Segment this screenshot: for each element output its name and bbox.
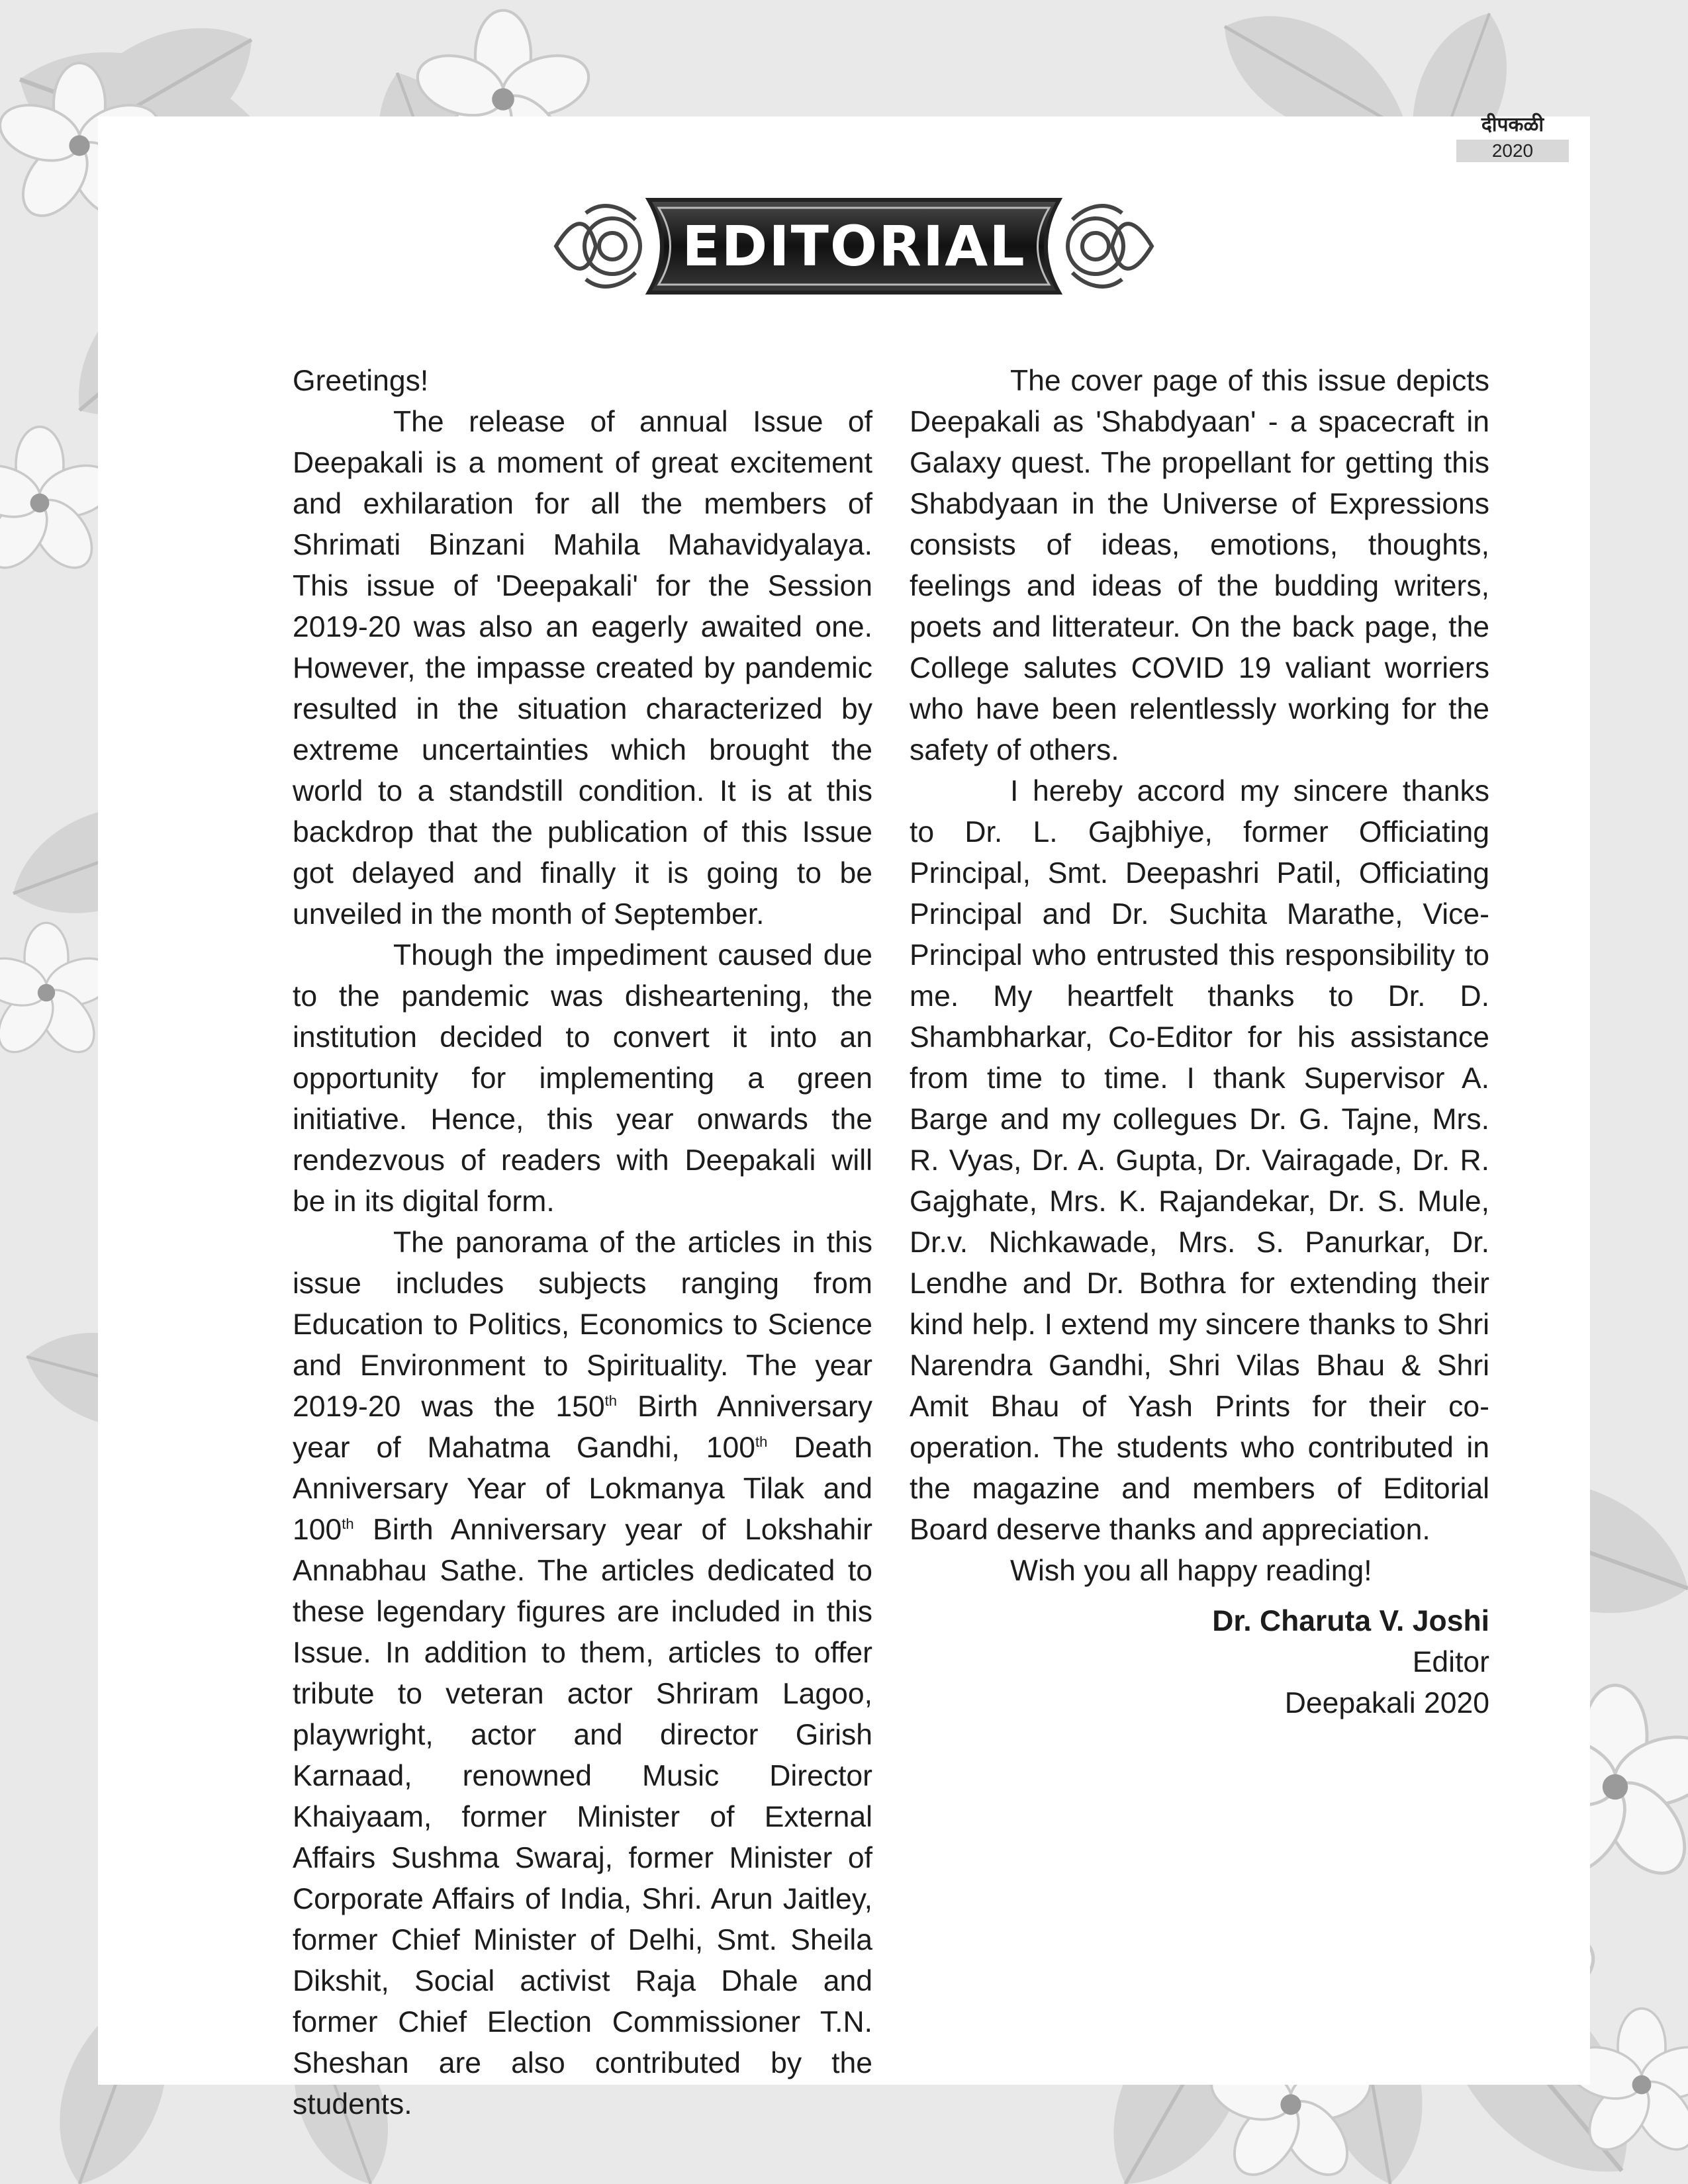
ordinal-suffix: th xyxy=(755,1433,768,1451)
greeting: Greetings! xyxy=(293,365,429,397)
paragraph: Though the impediment caused due to the pandemic was disheartening, the institution decided to convert it into an opportunity for implementing a green initiative. Hence, this year onwards the rendezvous of readers with Deepakali will be in its digital form. xyxy=(293,939,872,1218)
ordinal-suffix: th xyxy=(342,1516,354,1533)
signature-role: Editor xyxy=(1412,1646,1489,1678)
closing-line: Wish you all happy reading! xyxy=(1010,1555,1372,1587)
ordinal-suffix: th xyxy=(604,1392,617,1410)
magazine-header xyxy=(1456,110,1569,162)
paragraph: The release of annual Issue of Deepakali is a moment of great excitement and exhilaration for all the members of Shrimati Binzani Mahila Mahavidyalaya. This issue of 'Deepakali' for the Session 2019-20 was also an eagerly awaited one. However, the impasse created by pandemic resulted in the situation characterized by extreme uncertainties which brought the world to a standstill condition. It is at this backdrop that the publication of this Issue got delayed and finally it is going to be unveiled in the month of September. xyxy=(293,406,872,931)
paragraph: I hereby accord my sincere thanks to Dr. L. Gajbhiye, former Officiating Principal, Smt. Deepashri Patil, Officiating Principal and Dr. Suchita Marathe, Vice-Principal who entrusted this responsibility to me. My heartfelt thanks to Dr. D. Shambharkar, Co-Editor for his assistance from time to time. I thank Supervisor A. Barge and my collegues Dr. G. Tajne, Mrs. R. Vyas, Dr. A. Gupta, Dr. Vairagade, Dr. R. Gajghate, Mrs. K. Rajandekar, Dr. S. Mule, Dr.v. Nichkawade, Mrs. S. Panurkar, Dr. Lendhe and Dr. Bothra for extending their kind help. I extend my sincere thanks to Shri Narendra Gandhi, Shri Vilas Bhau & Shri Amit Bhau of Yash Prints for their co-operation. The students who contributed in the magazine and members of Editorial Board deserve thanks and appreciation. xyxy=(910,775,1489,1546)
paragraph-text: Death Anniversary Year of Lokmanya Tilak and 100 xyxy=(293,1432,872,1546)
editorial-column-left xyxy=(293,361,872,2125)
paragraph xyxy=(293,1222,872,2125)
paragraph-text: The panorama of the articles in this issue includes subjects ranging from Education to Politics, Economics to Science and Environment to Spirituality. The year 2019-20 was the 150 xyxy=(293,1226,872,1423)
editorial-banner xyxy=(549,173,1158,319)
paragraph-text: Birth Anniversary year of Mahatma Gandhi, 100 xyxy=(293,1390,872,1464)
editorial-heading: EDITORIAL xyxy=(682,214,1026,279)
paragraph: The cover page of this issue depicts Deepakali as 'Shabdyaan' - a spacecraft in Galaxy quest. The propellant for getting this Shabdyaan in the Universe of Expressions consists of ideas, emotions, thoughts, feelings and ideas of the budding writers, poets and litterateur. On the back page, the College salutes COVID 19 valiant worriers who have been relentlessly working for the safety of others. xyxy=(910,365,1489,766)
signature-publication: Deepakali 2020 xyxy=(1284,1687,1489,1719)
issue-year: 2020 xyxy=(1456,140,1569,162)
editorial-column-right xyxy=(910,361,1489,1724)
magazine-title: दीपकळी xyxy=(1481,113,1544,136)
signature-name: Dr. Charuta V. Joshi xyxy=(1212,1605,1489,1637)
paragraph-text: Birth Anniversary year of Lokshahir Annabhau Sathe. The articles dedicated to these legendary figures are included in this Issue. In addition to them, articles to offer tribute to veteran actor Shriram Lagoo, playwright, actor and director Girish Karnaad, renowned Music Director Khaiyaam, former Minister of External Affairs Sushma Swaraj, former Minister of Corporate Affairs of India, Shri. Arun Jaitley, former Chief Minister of Delhi, Smt. Sheila Dikshit, Social activist Raja Dhale and former Chief Election Commissioner T.N. Sheshan are also contributed by the students. xyxy=(293,1514,872,2120)
